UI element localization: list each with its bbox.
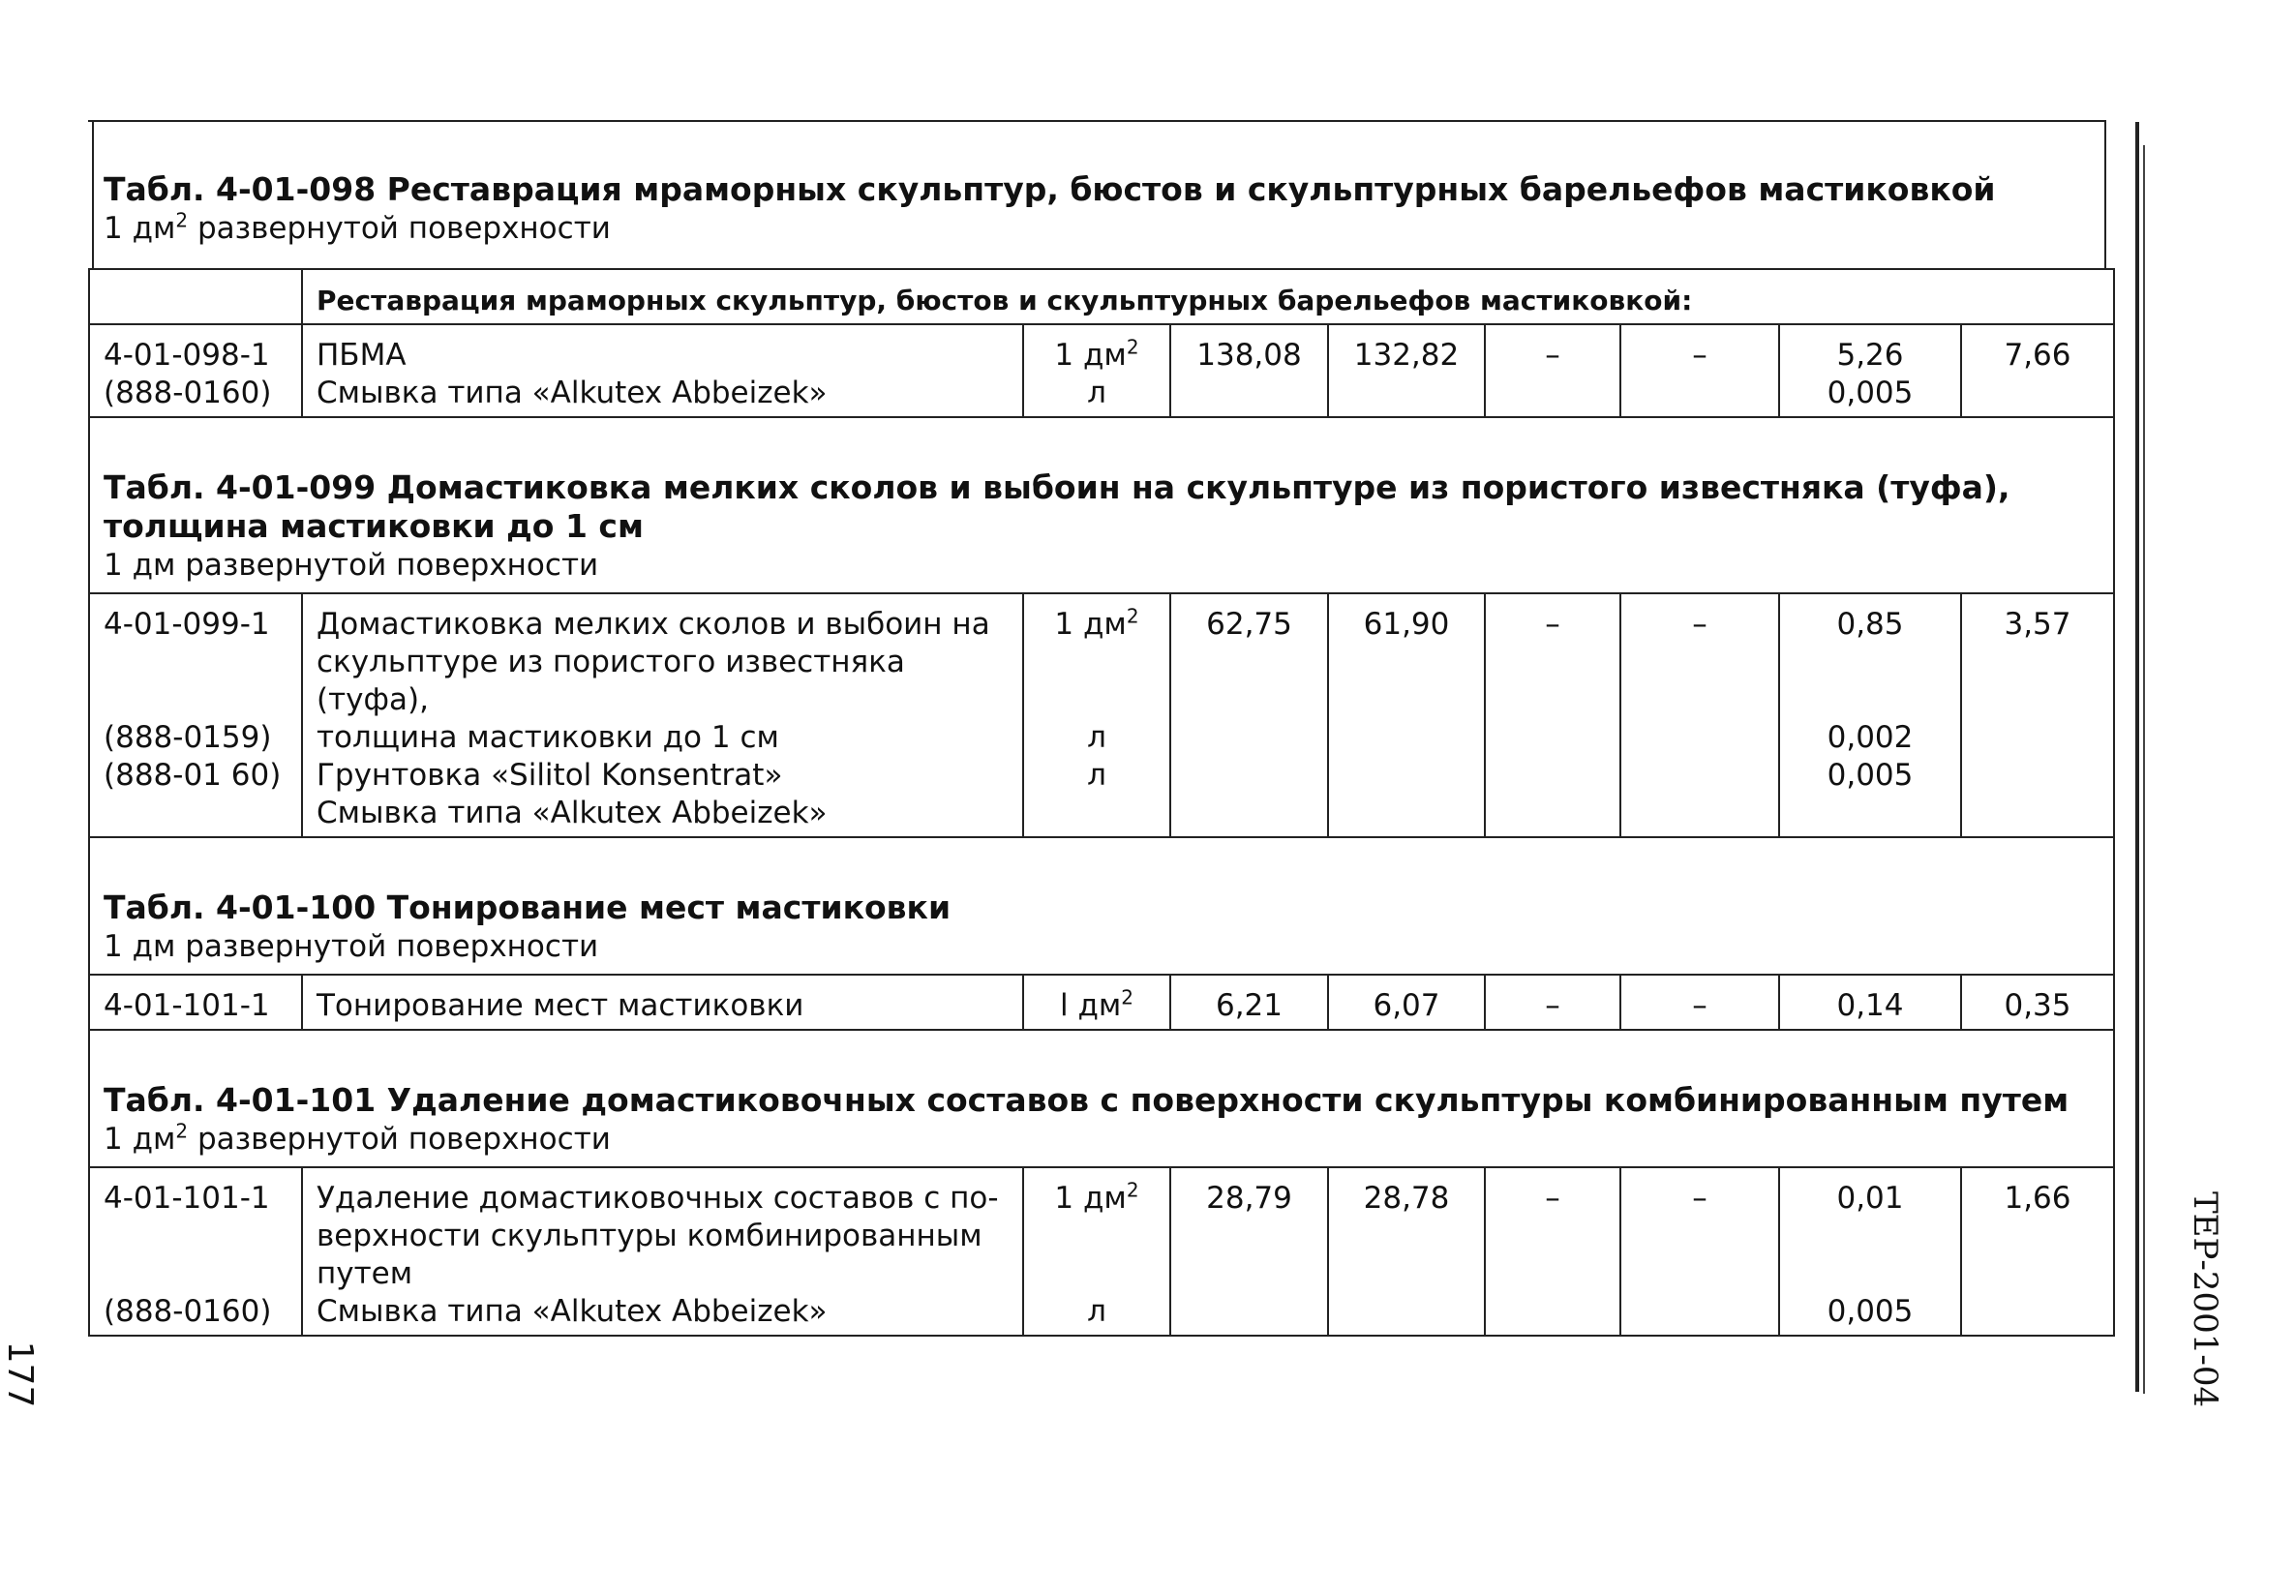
resource-code: (888-01 60) <box>104 758 282 793</box>
value-col-5 <box>1779 593 1961 837</box>
row-code: 4-01-098-1 <box>104 338 270 373</box>
unit-sup: 2 <box>1121 985 1134 1009</box>
resource-name: Смывка типа «Alkutex Abbeizek» <box>317 376 828 410</box>
spacer <box>1794 1255 1947 1293</box>
value: 0,85 <box>1836 607 1904 642</box>
value-col-4: – <box>1620 324 1779 417</box>
frame-right-border <box>2104 120 2106 270</box>
spacer <box>1038 1255 1156 1293</box>
unit-text: l дм <box>1059 988 1122 1023</box>
spacer <box>1794 1218 1947 1255</box>
section-099-heading <box>89 417 2114 593</box>
value-col-2: 132,82 <box>1328 324 1485 417</box>
row-unit-cell <box>1023 324 1170 417</box>
row-code-cell <box>89 593 302 837</box>
section-098-unit <box>104 209 2098 248</box>
row-name-cell <box>302 1167 1023 1336</box>
value-col-2: 6,07 <box>1328 975 1485 1030</box>
value-col-1: 6,21 <box>1170 975 1328 1030</box>
resource-value: 0,005 <box>1827 376 1914 410</box>
spacer <box>104 681 287 719</box>
spacer <box>1794 681 1947 719</box>
page-number: 177 <box>0 1340 40 1408</box>
unit-sup: 2 <box>175 1119 189 1143</box>
value: 5,26 <box>1836 338 1904 373</box>
unit-suffix: развернутой поверхности <box>188 211 611 246</box>
resource-value: 0,005 <box>1827 758 1914 793</box>
value-col-5 <box>1779 1167 1961 1336</box>
section-101-unit <box>104 1120 2100 1159</box>
rates-table <box>88 268 2115 1337</box>
value-col-3: – <box>1485 1167 1620 1336</box>
row-code-cell <box>89 1167 302 1336</box>
value-col-5 <box>1779 324 1961 417</box>
unit-text: 1 дм <box>1054 1181 1127 1216</box>
document-code: ТЕР-2001-04 <box>2186 1191 2224 1408</box>
value-col-1: 138,08 <box>1170 324 1328 417</box>
section-099-title-row <box>89 417 2114 593</box>
resource-code: (888-0160) <box>104 376 272 410</box>
row-unit-cell <box>1023 1167 1170 1336</box>
value-col-3: – <box>1485 593 1620 837</box>
section-100-title: Табл. 4-01-100 Тонирование мест мастиковки <box>104 888 952 926</box>
section-100-unit: 1 дм развернутой поверхности <box>104 929 599 964</box>
margin-rule-thin <box>2143 145 2145 1394</box>
table-row <box>89 1167 2114 1336</box>
section-100-title-row <box>89 837 2114 975</box>
resource-value: 0,002 <box>1827 720 1914 755</box>
value-col-5: 0,14 <box>1779 975 1961 1030</box>
value-col-6: 0,35 <box>1961 975 2114 1030</box>
unit-sup: 2 <box>175 208 189 232</box>
unit-sup: 2 <box>1126 604 1139 628</box>
resource-unit: л <box>1087 376 1106 410</box>
spacer <box>104 1255 287 1293</box>
section-101-title-row <box>89 1030 2114 1167</box>
row-name-line: Домастиковка мелких сколов и выбоин на <box>317 607 990 642</box>
section-099-title: Табл. 4-01-099 Домастиковка мелких сколов и выбоин на скульптуре из пористого известняка (туфа), толщина мастиковки до 1 см <box>104 468 2010 545</box>
row-code: 4-01-101-1 <box>104 1181 270 1216</box>
document-frame <box>88 120 2116 1388</box>
margin-rule-thick <box>2135 122 2139 1392</box>
resource-code: (888-0160) <box>104 1294 272 1329</box>
value-col-6: 1,66 <box>1961 1167 2114 1336</box>
value-col-4: – <box>1620 593 1779 837</box>
value-col-2: 28,78 <box>1328 1167 1485 1336</box>
frame-left-border <box>92 120 94 270</box>
unit-prefix: 1 дм <box>104 211 176 246</box>
value-col-6: 7,66 <box>1961 324 2114 417</box>
row-name-cell <box>302 324 1023 417</box>
table-row <box>89 975 2114 1030</box>
section-098-heading <box>104 170 2098 248</box>
row-unit-cell <box>1023 975 1170 1030</box>
resource-unit: л <box>1087 1294 1106 1329</box>
spacer <box>1794 644 1947 681</box>
section-098-subheader: Реставрация мраморных скульптур, бюстов и скульптурных барельефов мастиковкой: <box>302 269 2114 324</box>
row-name-line: путем <box>317 1256 413 1291</box>
row-name: ПБМА <box>317 338 407 373</box>
unit-sup: 2 <box>1126 1178 1139 1202</box>
value: 0,01 <box>1836 1181 1904 1216</box>
section-098-header-row <box>89 269 2114 324</box>
row-unit <box>1038 606 1156 644</box>
value-col-6: 3,57 <box>1961 593 2114 837</box>
table-row <box>89 593 2114 837</box>
value-col-4: – <box>1620 975 1779 1030</box>
value-col-1: 62,75 <box>1170 593 1328 837</box>
row-name-cell <box>302 593 1023 837</box>
section-101-heading <box>89 1030 2114 1167</box>
row-code-cell <box>89 324 302 417</box>
row-name-line: Удаление домастиковочных составов с по- <box>317 1181 999 1216</box>
table-row <box>89 324 2114 417</box>
unit-text: 1 дм <box>1054 338 1127 373</box>
spacer <box>104 644 287 681</box>
resource-value: 0,005 <box>1827 1294 1914 1329</box>
resource-name: Грунтовка «Silitol Konsentrat» <box>317 758 783 793</box>
spacer <box>1038 681 1156 719</box>
row-name-line: толщина мастиковки до 1 см <box>317 720 779 755</box>
row-unit-cell <box>1023 593 1170 837</box>
row-name-cell <box>302 975 1023 1030</box>
spacer <box>1038 1218 1156 1255</box>
section-100-heading <box>89 837 2114 975</box>
resource-name: Смывка типа «Alkutex Abbeizek» <box>317 1294 828 1329</box>
resource-unit: л <box>1087 758 1106 793</box>
section-099-unit: 1 дм развернутой поверхности <box>104 548 599 583</box>
row-name-line: скульптуре из пористого известняка (туфа), <box>317 645 905 717</box>
row-code: 4-01-099-1 <box>104 607 270 642</box>
row-unit <box>1038 337 1156 375</box>
section-098-title: Табл. 4-01-098 Реставрация мраморных скульптур, бюстов и скульптурных барельефов мастиковкой <box>104 170 1996 208</box>
value-col-3: – <box>1485 975 1620 1030</box>
row-name-line: верхности скульптуры комбинированным <box>317 1219 982 1253</box>
spacer <box>1038 644 1156 681</box>
unit-suffix: развернутой поверхности <box>188 1122 611 1157</box>
unit-prefix: 1 дм <box>104 1122 176 1157</box>
row-code: 4-01-101-1 <box>104 988 270 1023</box>
value-col-3: – <box>1485 324 1620 417</box>
spacer <box>104 1218 287 1255</box>
unit-text: 1 дм <box>1054 607 1127 642</box>
resource-unit: л <box>1087 720 1106 755</box>
header-code-cell <box>89 269 302 324</box>
resource-name: Смывка типа «Alkutex Abbeizek» <box>317 796 828 830</box>
value-col-1: 28,79 <box>1170 1167 1328 1336</box>
frame-top-border <box>88 120 2106 122</box>
row-code-cell <box>89 975 302 1030</box>
value-col-2: 61,90 <box>1328 593 1485 837</box>
row-unit <box>1038 1180 1156 1218</box>
value-col-4: – <box>1620 1167 1779 1336</box>
section-101-title: Табл. 4-01-101 Удаление домастиковочных составов с поверхности скульптуры комбинированным путем <box>104 1081 2069 1119</box>
resource-code: (888-0159) <box>104 720 272 755</box>
row-name: Тонирование мест мастиковки <box>317 988 804 1023</box>
unit-sup: 2 <box>1126 335 1139 359</box>
